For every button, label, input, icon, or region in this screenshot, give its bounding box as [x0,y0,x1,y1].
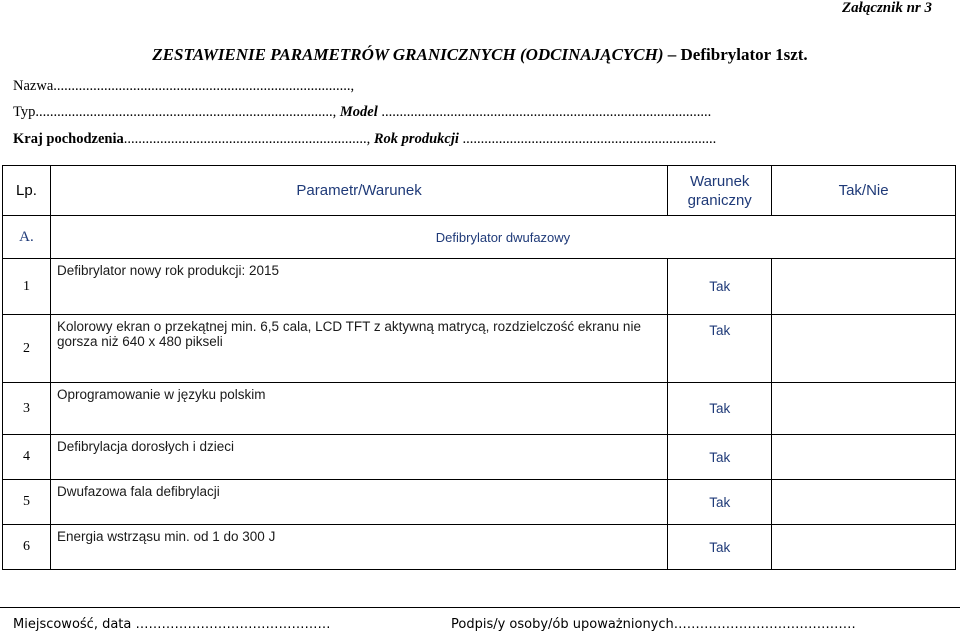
row-number: 4 [3,435,51,480]
origin-dots: ..................................................................., [123,131,371,147]
row-answer-cell[interactable] [772,480,956,525]
title-device: – Defibrylator 1szt. [667,45,808,64]
row-text: Oprogramowanie w języku polskim [50,383,667,435]
type-label: Typ [13,104,36,120]
section-row [3,216,956,259]
row-answer-cell[interactable] [772,435,956,480]
model-dots: ........................................................................................... [381,104,712,120]
table-row [3,480,956,525]
row-text: Kolorowy ekran o przekątnej min. 6,5 cala, LCD TFT z aktywną matrycą, rozdzielczość ekranu nie gorsza niż 640 x 480 pikseli [50,315,667,383]
row-condition: Tak [668,435,772,480]
origin-label: Kraj pochodzenia [13,131,124,147]
row-condition: Tak [668,315,772,383]
footer-divider [0,607,960,608]
row-number: 3 [3,383,51,435]
name-label: Nazwa [13,78,54,94]
row-condition: Tak [668,383,772,435]
row-text: Defibrylator nowy rok produkcji: 2015 [50,259,667,315]
row-text: Defibrylacja dorosłych i dzieci [50,435,667,480]
place-date-field[interactable]: Miejscowość, data ……………………………………… [13,617,331,632]
row-condition: Tak [668,525,772,570]
parameters-table [2,165,956,570]
signature-field[interactable]: Podpis/y osoby/ób upoważnionych…………………………………… [451,617,856,632]
year-dots: ...................................................................... [462,131,717,147]
section-title: Defibrylator dwufazowy [50,216,955,259]
table-row [3,383,956,435]
type-model-field[interactable] [13,104,711,121]
header-param: Parametr/Warunek [50,166,667,216]
origin-year-field[interactable] [13,131,716,148]
table-header-row [3,166,956,216]
section-lp: A. [3,216,51,259]
title-main: ZESTAWIENIE PARAMETRÓW GRANICZNYCH (ODCINAJĄCYCH) [152,45,664,64]
row-number: 6 [3,525,51,570]
annex-label: Załącznik nr 3 [841,0,932,16]
row-number: 5 [3,480,51,525]
row-condition: Tak [668,480,772,525]
year-label: Rok produkcji [373,131,459,147]
header-cond: Warunek graniczny [668,166,772,216]
row-answer-cell[interactable] [772,525,956,570]
name-field[interactable] [13,78,354,95]
row-answer-cell[interactable] [772,259,956,315]
table-row [3,525,956,570]
row-condition: Tak [668,259,772,315]
document-title [0,45,960,65]
table-row [3,435,956,480]
table-row [3,259,956,315]
name-dots: .................................................................................., [53,78,355,94]
table-row [3,315,956,383]
row-text: Energia wstrząsu min. od 1 do 300 J [50,525,667,570]
row-number: 1 [3,259,51,315]
model-label: Model [339,104,378,120]
type-dots: .................................................................................., [35,104,337,120]
row-text: Dwufazowa fala defibrylacji [50,480,667,525]
row-answer-cell[interactable] [772,383,956,435]
header-lp: Lp. [3,166,51,216]
row-number: 2 [3,315,51,383]
row-answer-cell[interactable] [772,315,956,383]
header-yes-no: Tak/Nie [772,166,956,216]
